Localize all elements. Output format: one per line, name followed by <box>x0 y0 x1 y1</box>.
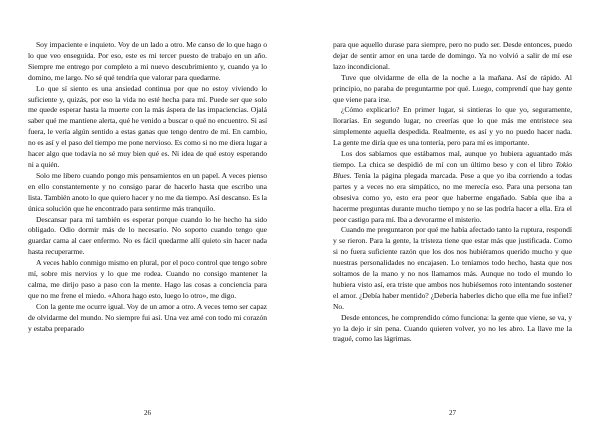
right-paragraph: ¿Cómo explicarlo? En primer lugar, si sintieras lo que yo, seguramente, llorarías. En segundo lugar, no creerías que lo que más me entristece sea simplemente aquella despedida. Realmente, es así y yo no puedo hacer nada. La gente me diría que es una tontería, pero para mí es importante. <box>333 105 572 148</box>
left-paragraph: Descansar para mí también es esperar porque cuando lo he hecho ha sido obligado. Odio dormir más de lo necesario. No soporto cuando tengo que guardar cama al caer enfermo. No es fácil quedarme allí quieto sin hacer nada hasta recuperarme. <box>28 214 267 257</box>
book-title: Tokio Blues <box>333 159 572 180</box>
left-paragraph: Soy impaciente e inquieto. Voy de un lado a otro. Me canso de lo que hago o lo que veo enseguida. Por eso, este es mi tercer puesto de trabajo en un año. Siempre me entrego por completo a mi nuevo descubrimiento y, cuando ya lo domino, me largo. No sé qué tendría que valorar para quedarme. <box>28 40 267 82</box>
right-paragraph: Los dos sabíamos que estábamos mal, aunque yo hubiera aguantado más tiempo. La chica se despidió de mí con un último beso y con el libro Tokio Blues. Tenía la página plegada marcada. Pese a que yo iba corriendo a todas partes y a veces no era simpático, no me merecía eso. Para una persona tan obsesiva como yo, esto era peor que haberme engañado. Sabía que iba a hacerme preguntas durante mucho tiempo y no se las podría hacer a ella. Era el peor castigo para mí. Iba a devorarme el misterio. <box>333 149 572 224</box>
right-paragraph: Tuve que olvidarme de ella de la noche a la mañana. Así de rápido. Al principio, no paraba de preguntarme por qué. Luego, comprendí que hay gente que viene para irse. <box>333 72 572 104</box>
left-paragraph: Lo que sí siento es una ansiedad continua por que no estoy viviendo lo suficiente y, quizás, por eso la vida no esté hecha para mí. Puede ser que solo me quede esperar hasta la muerte con la más áspera de las impaciencias. Ojalá saber qué me mantiene alerta, qué he venido a buscar o qué no encuentro. Si así fuera, le vería algún sentido a estas ganas que tengo dentro de mí. En cambio, no es así y el paso del tiempo me pone nervioso. Es como si no me diera lugar a hacer algo que todavía no sé muy bien qué es. Ni idea de qué estoy esperando ni a quién. <box>28 83 267 169</box>
right-paragraph: Desde entonces, he comprendido cómo funciona: la gente que viene, se va, y yo la dejo ir sin pena. Cuando quieren volver, yo no les abro. La llave me la tragué, como las lágrimas. <box>333 312 572 344</box>
page-number-left: 26 <box>144 409 151 417</box>
right-paragraph: para que aquello durase para siempre, pero no pudo ser. Desde entonces, puedo dejar de sentir amor en una tarde de domingo. Ya no volvió a salir de mí ese lazo incondicional. <box>333 40 572 71</box>
page-number-right: 27 <box>449 409 456 417</box>
right-page-text <box>333 40 572 345</box>
left-paragraph: Con la gente me ocurre igual. Voy de un amor a otro. A veces temo ser capaz de olvidarme del mundo. No siempre fui así. Una vez amé con todo mi corazón y estaba preparado <box>28 301 267 333</box>
left-page-text <box>28 40 267 334</box>
left-paragraph: A veces hablo conmigo mismo en plural, por el poco control que tengo sobre mí, sobre mis nervios y lo que me rodea. Cuando no consigo mantener la calma, me dirijo paso a paso con la mente. Hago las cosas a conciencia para que no me frene el miedo. «Ahora hago esto, luego lo otro», me digo. <box>28 258 267 300</box>
left-paragraph: Solo me libero cuando pongo mis pensamientos en un papel. A veces pienso en ello constantemente y no consigo parar de hacerlo hasta que escribo una lista. También anoto lo que quiero hacer y no me da tiempo. Así descanso. Es la única solución que he encontrado para sentirme más tranquilo. <box>28 170 267 213</box>
left-page <box>28 40 267 417</box>
right-page <box>333 40 572 417</box>
right-paragraph: Cuando me preguntaron por qué me había afectado tanto la ruptura, respondí y se rieron. Para la gente, la tristeza tiene que estar más que justificada. Como si no fuera suficiente razón que los dos nos hubiéramos querido mucho y que nuestras personalidades no encajasen. Lo teníamos todo hecho, hasta que nos soltamos de la mano y no nos llamamos más. Aunque no todo el mundo lo hubiera visto así, era triste que ambos nos hubiésemos roto intentando sostener el amor. ¿Debía haber mentido? ¿Debería haberles dicho que ella me fue infiel? No. <box>333 225 572 311</box>
